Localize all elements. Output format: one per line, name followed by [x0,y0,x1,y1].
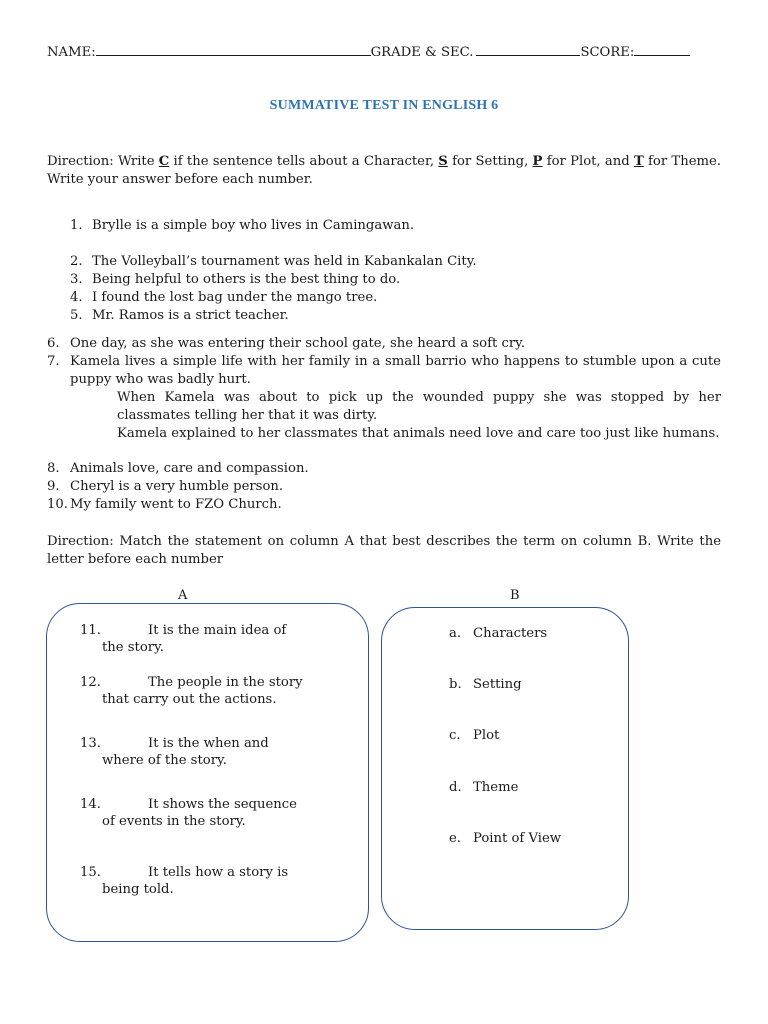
match-term [449,830,561,847]
term-text: Theme [473,780,519,795]
statement-text: It tells how a story is [148,865,289,880]
question-text: Being helpful to others is the best thing to do. [92,272,401,287]
question-item [70,217,414,235]
score-label: SCORE: [580,45,635,60]
direction-text: if the sentence tells about a Character, [169,154,439,169]
name-label: NAME: [47,45,96,60]
statement-number: 15. [80,865,101,880]
question-item [117,425,721,443]
term-text: Plot [473,728,500,743]
question-number: 8. [47,461,60,476]
question-text: Animals love, care and compassion. [70,461,309,476]
term-letter: d. [449,780,462,795]
question-text: One day, as she was entering their school gate, she heard a soft cry. [70,336,526,351]
statement-text-cont: that carry out the actions. [102,692,277,707]
question-text: Kamela explained to her classmates that animals need love and care too just like humans. [117,426,720,441]
question-text: My family went to FZO Church. [70,497,282,512]
question-item [117,389,721,425]
statement-text: The people in the story [148,675,303,690]
question-item [70,289,377,307]
match-term [449,625,547,642]
question-item [47,496,282,514]
question-number: 9. [47,479,60,494]
question-number: 6. [47,336,60,351]
statement-text-cont: of events in the story. [102,814,246,829]
match-term [449,779,518,796]
statement-text: It is the main idea of [148,623,287,638]
question-item [70,253,477,271]
match-statement [80,674,330,708]
question-number: 5. [70,308,83,323]
direction-text: for Setting, [447,154,533,169]
direction-part1 [47,153,721,189]
code-p: P [532,154,543,169]
column-b-box [381,607,629,930]
question-item [47,478,283,496]
question-item [47,335,525,353]
match-term [449,676,522,693]
question-item [70,307,289,325]
statement-text: It shows the sequence [148,797,297,812]
test-title: SUMMATIVE TEST IN ENGLISH 6 [269,98,499,113]
question-item [70,271,400,289]
grade-blank[interactable] [476,43,580,56]
question-text: Cheryl is a very humble person. [70,479,284,494]
match-term [449,727,499,744]
question-number: 1. [70,218,83,233]
code-s: S [438,154,448,169]
statement-number: 12. [80,675,101,690]
match-statement [80,622,330,656]
direction-part2: Direction: Match the statement on column A that best describes the term on column B. Write the letter before each number [47,534,721,567]
term-text: Setting [473,677,522,692]
question-number: 10. [47,497,68,512]
statement-text-cont: where of the story. [102,753,227,768]
question-text: The Volleyball’s tournament was held in Kabankalan City. [92,254,477,269]
column-a-label: A [178,588,188,603]
question-text: I found the lost bag under the mango tree. [92,290,378,305]
question-number: 3. [70,272,83,287]
grade-label: GRADE & SEC. [370,45,474,60]
statement-number: 13. [80,736,101,751]
term-letter: b. [449,677,462,692]
code-c: C [158,154,170,169]
question-number: 4. [70,290,83,305]
match-statement [80,735,330,769]
student-info-header [47,43,690,60]
term-letter: c. [449,728,461,743]
question-text: Mr. Ramos is a strict teacher. [92,308,289,323]
match-statement [80,864,330,898]
direction-text: for Theme. Write your answer before each number. [47,154,722,187]
statement-number: 14. [80,797,101,812]
term-letter: e. [449,831,461,846]
question-item [47,353,721,389]
question-text: When Kamela was about to pick up the wounded puppy she was stopped by her classmates telling her that it was dirty. [117,390,721,423]
direction-text: for Plot, and [542,154,634,169]
statement-number: 11. [80,623,101,638]
question-number: 7. [47,354,60,369]
question-text: Brylle is a simple boy who lives in Camingawan. [92,218,415,233]
code-t: T [633,154,644,169]
match-statement [80,796,330,830]
term-text: Characters [473,626,548,641]
question-item [47,460,309,478]
name-blank[interactable] [96,43,371,56]
direction-text: Direction: Write [47,154,159,169]
term-text: Point of View [473,831,562,846]
score-blank[interactable] [634,43,690,56]
question-text: Kamela lives a simple life with her family in a small barrio who happens to stumble upon a cute puppy who was badly hurt. [70,354,721,387]
column-b-label: B [510,588,520,603]
statement-text-cont: being told. [102,882,174,897]
statement-text-cont: the story. [102,640,164,655]
question-number: 2. [70,254,83,269]
statement-text: It is the when and [148,736,269,751]
term-letter: a. [449,626,462,641]
